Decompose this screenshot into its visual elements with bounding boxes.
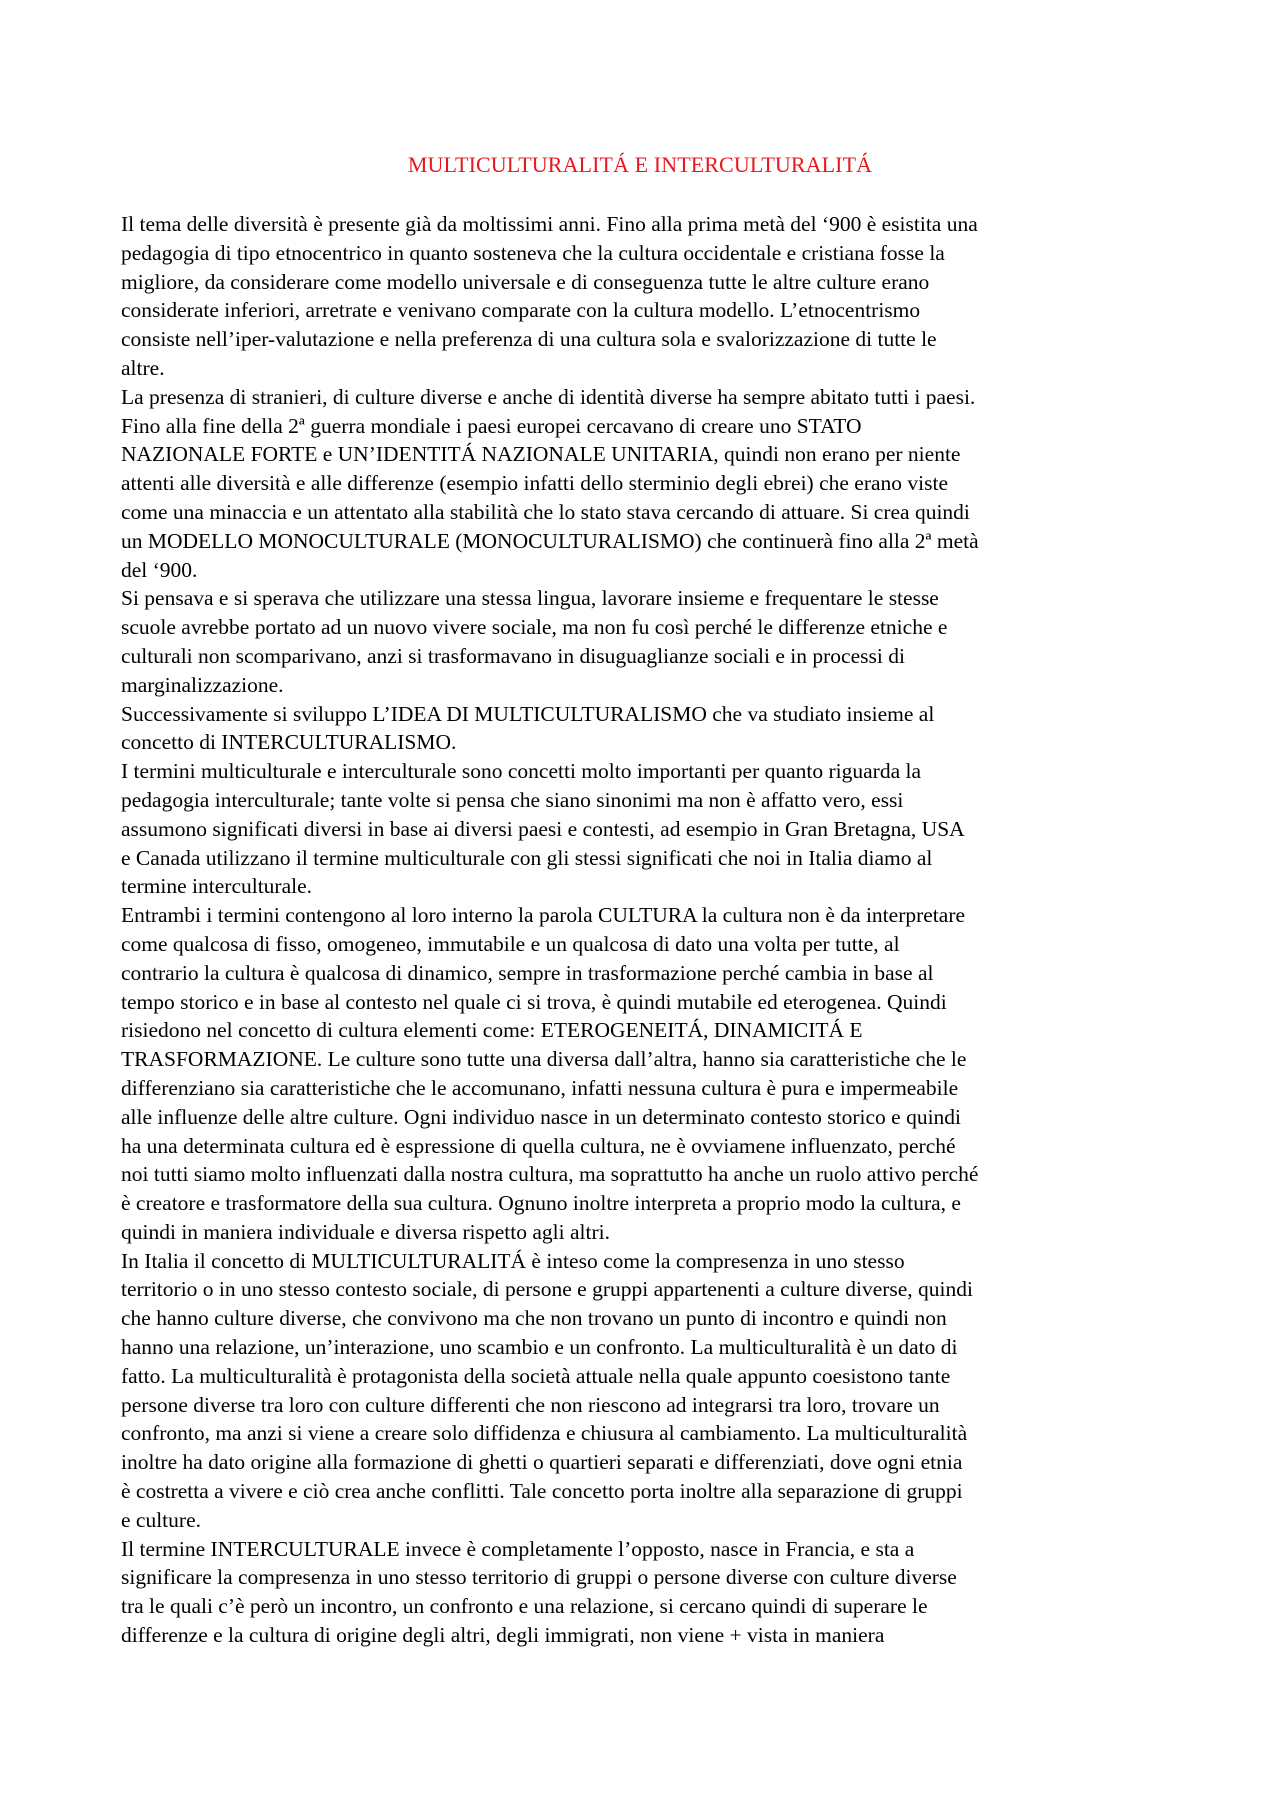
body-line: contrario la cultura è qualcosa di dinamico, sempre in trasformazione perché cambia in base al	[121, 960, 934, 985]
body-line: concetto di INTERCULTURALISMO.	[121, 730, 457, 755]
body-line: NAZIONALE FORTE e UN’IDENTITÁ NAZIONALE UNITARIA, quindi non erano per niente	[121, 442, 961, 467]
body-line: ha una determinata cultura ed è espressione di quella cultura, ne è ovviamene influenzato, perché	[121, 1133, 956, 1158]
body-line: quindi in maniera individuale e diversa rispetto agli altri.	[121, 1219, 610, 1244]
document-body	[121, 210, 1161, 1650]
body-line: Si pensava e si sperava che utilizzare una stessa lingua, lavorare insieme e frequentare le stesse	[121, 586, 939, 611]
body-line: noi tutti siamo molto influenzati dalla nostra cultura, ma soprattutto ha anche un ruolo attivo perché	[121, 1162, 979, 1187]
body-line: TRASFORMAZIONE. Le culture sono tutte una diversa dall’altra, hanno sia caratteristiche che le	[121, 1047, 967, 1072]
body-line: Fino alla fine della 2ª guerra mondiale i paesi europei cercavano di creare uno STATO	[121, 413, 862, 438]
body-line: che hanno culture diverse, che convivono ma che non trovano un punto di incontro e quindi non	[121, 1306, 947, 1331]
body-line: differenze e la cultura di origine degli altri, degli immigrati, non viene + vista in maniera	[121, 1623, 885, 1648]
body-line: come qualcosa di fisso, omogeneo, immutabile e un qualcosa di dato una volta per tutte, al	[121, 931, 900, 956]
body-line: hanno una relazione, un’interazione, uno scambio e un confronto. La multiculturalità è un dato di	[121, 1335, 958, 1360]
body-line: pedagogia interculturale; tante volte si pensa che siano sinonimi ma non è affatto vero, essi	[121, 787, 904, 812]
body-line: inoltre ha dato origine alla formazione di ghetti o quartieri separati e differenziati, dove ogni etnia	[121, 1450, 963, 1475]
body-line: confronto, ma anzi si viene a creare solo diffidenza e chiusura al cambiamento. La multiculturalità	[121, 1421, 968, 1446]
body-line: del ‘900.	[121, 557, 198, 582]
body-line: culturali non scomparivano, anzi si trasformavano in disuguaglianze sociali e in processi di	[121, 643, 905, 668]
body-line: termine interculturale.	[121, 874, 313, 899]
body-line: attenti alle diversità e alle differenze (esempio infatti dello sterminio degli ebrei) che erano viste	[121, 471, 949, 496]
body-line: come una minaccia e un attentato alla stabilità che lo stato stava cercando di attuare. Si crea quindi	[121, 499, 970, 524]
body-line: è costretta a vivere e ciò crea anche conflitti. Tale concetto porta inoltre alla separazione di gruppi	[121, 1479, 963, 1504]
body-line: un MODELLO MONOCULTURALE (MONOCULTURALISMO) che continuerà fino alla 2ª metà	[121, 528, 979, 553]
body-line: e Canada utilizzano il termine multiculturale con gli stessi significati che noi in Italia diamo al	[121, 845, 933, 870]
body-line: marginalizzazione.	[121, 672, 284, 697]
body-line: tra le quali c’è però un incontro, un confronto e una relazione, si cercano quindi di superare le	[121, 1594, 928, 1619]
body-line: considerate inferiori, arretrate e venivano comparate con la cultura modello. L’etnocentrismo	[121, 298, 921, 323]
body-line: risiedono nel concetto di cultura elementi come: ETEROGENEITÁ, DINAMICITÁ E	[121, 1018, 863, 1043]
document-title: MULTICULTURALITÁ E INTERCULTURALITÁ	[407, 152, 873, 177]
body-line: Il termine INTERCULTURALE invece è completamente l’opposto, nasce in Francia, e sta a	[121, 1536, 915, 1561]
body-line: Entrambi i termini contengono al loro interno la parola CULTURA la cultura non è da interpretare	[121, 903, 966, 928]
body-line: differenziano sia caratteristiche che le accomunano, infatti nessuna cultura è pura e impermeabile	[121, 1075, 959, 1100]
body-line: tempo storico e in base al contesto nel quale ci si trova, è quindi mutabile ed eterogenea. Quindi	[121, 989, 947, 1014]
body-line: Successivamente si sviluppo L’IDEA DI MULTICULTURALISMO che va studiato insieme al	[121, 701, 935, 726]
body-line: alle influenze delle altre culture. Ogni individuo nasce in un determinato contesto storico e quindi	[121, 1104, 962, 1129]
body-line: scuole avrebbe portato ad un nuovo vivere sociale, ma non fu così perché le differenze etniche e	[121, 615, 948, 640]
body-line: assumono significati diversi in base ai diversi paesi e contesti, ad esempio in Gran Bretagna, USA	[121, 816, 965, 841]
body-line: territorio o in uno stesso contesto sociale, di persone e gruppi appartenenti a culture diverse, quindi	[121, 1277, 974, 1302]
body-line: è creatore e trasformatore della sua cultura. Ognuno inoltre interpreta a proprio modo la cultura, e	[121, 1191, 961, 1216]
body-line: fatto. La multiculturalità è protagonista della società attuale nella quale appunto coesistono tante	[121, 1363, 951, 1388]
body-line: significare la compresenza in uno stesso territorio di gruppi o persone diverse con culture diverse	[121, 1565, 957, 1590]
body-line: pedagogia di tipo etnocentrico in quanto sosteneva che la cultura occidentale e cristiana fosse la	[121, 240, 945, 265]
body-line: La presenza di stranieri, di culture diverse e anche di identità diverse ha sempre abitato tutti i paesi.	[121, 384, 976, 409]
body-line: migliore, da considerare come modello universale e di conseguenza tutte le altre culture erano	[121, 269, 930, 294]
body-line: Il tema delle diversità è presente già da moltissimi anni. Fino alla prima metà del ‘900 è esistita una	[121, 212, 978, 236]
body-line: consiste nell’iper-valutazione e nella preferenza di una cultura sola e svalorizzazione di tutte le	[121, 327, 937, 352]
body-line: In Italia il concetto di MULTICULTURALITÁ è inteso come la compresenza in uno stesso	[121, 1248, 905, 1273]
body-line: altre.	[121, 355, 165, 380]
body-line: e culture.	[121, 1507, 201, 1532]
body-line: persone diverse tra loro con culture differenti che non riescono ad integrarsi tra loro, trovare un	[121, 1392, 940, 1417]
body-line: I termini multiculturale e interculturale sono concetti molto importanti per quanto riguarda la	[121, 759, 922, 784]
